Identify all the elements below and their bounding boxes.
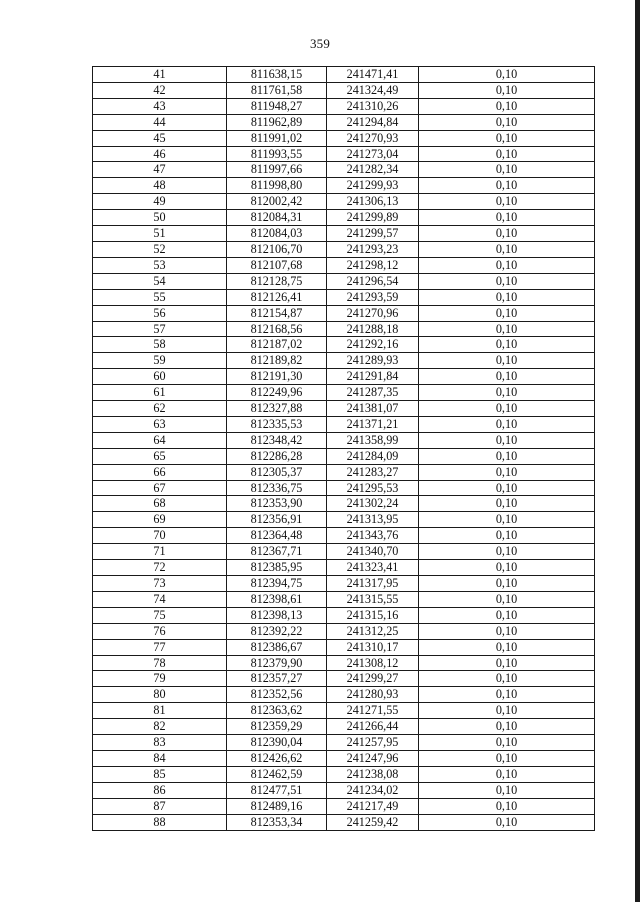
accuracy-cell: 0,10 bbox=[419, 448, 595, 464]
accuracy-cell: 0,10 bbox=[419, 210, 595, 226]
y-coordinate-cell: 241312,25 bbox=[327, 623, 419, 639]
x-coordinate-cell: 812128,75 bbox=[227, 273, 327, 289]
table-row bbox=[93, 162, 595, 178]
point-number-cell: 65 bbox=[93, 448, 227, 464]
accuracy-cell: 0,10 bbox=[419, 321, 595, 337]
point-number-cell: 69 bbox=[93, 512, 227, 528]
y-coordinate-cell: 241371,21 bbox=[327, 416, 419, 432]
x-coordinate-cell: 812357,27 bbox=[227, 671, 327, 687]
point-number-cell: 83 bbox=[93, 735, 227, 751]
table-row bbox=[93, 401, 595, 417]
coordinates-table bbox=[92, 66, 595, 831]
accuracy-cell: 0,10 bbox=[419, 719, 595, 735]
table-row bbox=[93, 289, 595, 305]
y-coordinate-cell: 241299,57 bbox=[327, 226, 419, 242]
table-row bbox=[93, 496, 595, 512]
point-number-cell: 52 bbox=[93, 241, 227, 257]
accuracy-cell: 0,10 bbox=[419, 512, 595, 528]
x-coordinate-cell: 812359,29 bbox=[227, 719, 327, 735]
x-coordinate-cell: 812002,42 bbox=[227, 194, 327, 210]
table-row bbox=[93, 576, 595, 592]
x-coordinate-cell: 812106,70 bbox=[227, 241, 327, 257]
accuracy-cell: 0,10 bbox=[419, 178, 595, 194]
table-row bbox=[93, 766, 595, 782]
point-number-cell: 86 bbox=[93, 782, 227, 798]
table-row bbox=[93, 241, 595, 257]
accuracy-cell: 0,10 bbox=[419, 401, 595, 417]
x-coordinate-cell: 811991,02 bbox=[227, 130, 327, 146]
y-coordinate-cell: 241294,84 bbox=[327, 114, 419, 130]
x-coordinate-cell: 812336,75 bbox=[227, 480, 327, 496]
table-row bbox=[93, 82, 595, 98]
y-coordinate-cell: 241234,02 bbox=[327, 782, 419, 798]
x-coordinate-cell: 812356,91 bbox=[227, 512, 327, 528]
x-coordinate-cell: 812394,75 bbox=[227, 576, 327, 592]
point-number-cell: 60 bbox=[93, 369, 227, 385]
accuracy-cell: 0,10 bbox=[419, 687, 595, 703]
x-coordinate-cell: 812168,56 bbox=[227, 321, 327, 337]
y-coordinate-cell: 241289,93 bbox=[327, 353, 419, 369]
x-coordinate-cell: 811997,66 bbox=[227, 162, 327, 178]
point-number-cell: 47 bbox=[93, 162, 227, 178]
y-coordinate-cell: 241295,53 bbox=[327, 480, 419, 496]
point-number-cell: 75 bbox=[93, 607, 227, 623]
accuracy-cell: 0,10 bbox=[419, 750, 595, 766]
point-number-cell: 81 bbox=[93, 703, 227, 719]
y-coordinate-cell: 241310,17 bbox=[327, 639, 419, 655]
y-coordinate-cell: 241358,99 bbox=[327, 432, 419, 448]
table-row bbox=[93, 782, 595, 798]
point-number-cell: 41 bbox=[93, 67, 227, 83]
accuracy-cell: 0,10 bbox=[419, 782, 595, 798]
table-row bbox=[93, 639, 595, 655]
accuracy-cell: 0,10 bbox=[419, 289, 595, 305]
x-coordinate-cell: 811638,15 bbox=[227, 67, 327, 83]
y-coordinate-cell: 241266,44 bbox=[327, 719, 419, 735]
x-coordinate-cell: 811962,89 bbox=[227, 114, 327, 130]
y-coordinate-cell: 241298,12 bbox=[327, 257, 419, 273]
point-number-cell: 82 bbox=[93, 719, 227, 735]
table-row bbox=[93, 305, 595, 321]
y-coordinate-cell: 241340,70 bbox=[327, 544, 419, 560]
y-coordinate-cell: 241315,55 bbox=[327, 591, 419, 607]
y-coordinate-cell: 241257,95 bbox=[327, 735, 419, 751]
accuracy-cell: 0,10 bbox=[419, 226, 595, 242]
x-coordinate-cell: 812462,59 bbox=[227, 766, 327, 782]
table-row bbox=[93, 432, 595, 448]
table-row bbox=[93, 735, 595, 751]
accuracy-cell: 0,10 bbox=[419, 353, 595, 369]
coordinates-table-body bbox=[93, 67, 595, 831]
table-row bbox=[93, 210, 595, 226]
x-coordinate-cell: 812367,71 bbox=[227, 544, 327, 560]
y-coordinate-cell: 241270,93 bbox=[327, 130, 419, 146]
y-coordinate-cell: 241293,23 bbox=[327, 241, 419, 257]
point-number-cell: 57 bbox=[93, 321, 227, 337]
x-coordinate-cell: 812187,02 bbox=[227, 337, 327, 353]
accuracy-cell: 0,10 bbox=[419, 416, 595, 432]
y-coordinate-cell: 241299,27 bbox=[327, 671, 419, 687]
table-row bbox=[93, 114, 595, 130]
accuracy-cell: 0,10 bbox=[419, 67, 595, 83]
table-row bbox=[93, 448, 595, 464]
x-coordinate-cell: 812363,62 bbox=[227, 703, 327, 719]
accuracy-cell: 0,10 bbox=[419, 623, 595, 639]
point-number-cell: 84 bbox=[93, 750, 227, 766]
accuracy-cell: 0,10 bbox=[419, 798, 595, 814]
table-row bbox=[93, 178, 595, 194]
y-coordinate-cell: 241299,93 bbox=[327, 178, 419, 194]
y-coordinate-cell: 241291,84 bbox=[327, 369, 419, 385]
x-coordinate-cell: 812249,96 bbox=[227, 385, 327, 401]
y-coordinate-cell: 241315,16 bbox=[327, 607, 419, 623]
point-number-cell: 88 bbox=[93, 814, 227, 830]
y-coordinate-cell: 241323,41 bbox=[327, 560, 419, 576]
table-row bbox=[93, 416, 595, 432]
accuracy-cell: 0,10 bbox=[419, 241, 595, 257]
point-number-cell: 73 bbox=[93, 576, 227, 592]
x-coordinate-cell: 812305,37 bbox=[227, 464, 327, 480]
point-number-cell: 63 bbox=[93, 416, 227, 432]
y-coordinate-cell: 241238,08 bbox=[327, 766, 419, 782]
x-coordinate-cell: 812327,88 bbox=[227, 401, 327, 417]
y-coordinate-cell: 241343,76 bbox=[327, 528, 419, 544]
table-row bbox=[93, 591, 595, 607]
table-row bbox=[93, 512, 595, 528]
y-coordinate-cell: 241282,34 bbox=[327, 162, 419, 178]
accuracy-cell: 0,10 bbox=[419, 591, 595, 607]
accuracy-cell: 0,10 bbox=[419, 194, 595, 210]
x-coordinate-cell: 812084,31 bbox=[227, 210, 327, 226]
accuracy-cell: 0,10 bbox=[419, 735, 595, 751]
table-row bbox=[93, 750, 595, 766]
x-coordinate-cell: 812189,82 bbox=[227, 353, 327, 369]
accuracy-cell: 0,10 bbox=[419, 385, 595, 401]
y-coordinate-cell: 241293,59 bbox=[327, 289, 419, 305]
accuracy-cell: 0,10 bbox=[419, 607, 595, 623]
point-number-cell: 77 bbox=[93, 639, 227, 655]
x-coordinate-cell: 812126,41 bbox=[227, 289, 327, 305]
x-coordinate-cell: 812286,28 bbox=[227, 448, 327, 464]
accuracy-cell: 0,10 bbox=[419, 671, 595, 687]
point-number-cell: 59 bbox=[93, 353, 227, 369]
y-coordinate-cell: 241273,04 bbox=[327, 146, 419, 162]
accuracy-cell: 0,10 bbox=[419, 766, 595, 782]
x-coordinate-cell: 812352,56 bbox=[227, 687, 327, 703]
point-number-cell: 79 bbox=[93, 671, 227, 687]
y-coordinate-cell: 241306,13 bbox=[327, 194, 419, 210]
point-number-cell: 76 bbox=[93, 623, 227, 639]
point-number-cell: 74 bbox=[93, 591, 227, 607]
table-row bbox=[93, 369, 595, 385]
table-row bbox=[93, 194, 595, 210]
x-coordinate-cell: 812084,03 bbox=[227, 226, 327, 242]
x-coordinate-cell: 812353,90 bbox=[227, 496, 327, 512]
y-coordinate-cell: 241308,12 bbox=[327, 655, 419, 671]
accuracy-cell: 0,10 bbox=[419, 162, 595, 178]
point-number-cell: 62 bbox=[93, 401, 227, 417]
y-coordinate-cell: 241283,27 bbox=[327, 464, 419, 480]
x-coordinate-cell: 812398,13 bbox=[227, 607, 327, 623]
x-coordinate-cell: 811948,27 bbox=[227, 98, 327, 114]
x-coordinate-cell: 812385,95 bbox=[227, 560, 327, 576]
x-coordinate-cell: 812477,51 bbox=[227, 782, 327, 798]
y-coordinate-cell: 241217,49 bbox=[327, 798, 419, 814]
point-number-cell: 80 bbox=[93, 687, 227, 703]
y-coordinate-cell: 241270,96 bbox=[327, 305, 419, 321]
table-row bbox=[93, 130, 595, 146]
accuracy-cell: 0,10 bbox=[419, 639, 595, 655]
point-number-cell: 66 bbox=[93, 464, 227, 480]
table-row bbox=[93, 464, 595, 480]
table-row bbox=[93, 257, 595, 273]
table-row bbox=[93, 385, 595, 401]
point-number-cell: 72 bbox=[93, 560, 227, 576]
point-number-cell: 64 bbox=[93, 432, 227, 448]
accuracy-cell: 0,10 bbox=[419, 432, 595, 448]
accuracy-cell: 0,10 bbox=[419, 305, 595, 321]
table-row bbox=[93, 719, 595, 735]
accuracy-cell: 0,10 bbox=[419, 464, 595, 480]
accuracy-cell: 0,10 bbox=[419, 496, 595, 512]
point-number-cell: 53 bbox=[93, 257, 227, 273]
y-coordinate-cell: 241296,54 bbox=[327, 273, 419, 289]
point-number-cell: 87 bbox=[93, 798, 227, 814]
y-coordinate-cell: 241284,09 bbox=[327, 448, 419, 464]
point-number-cell: 54 bbox=[93, 273, 227, 289]
point-number-cell: 85 bbox=[93, 766, 227, 782]
x-coordinate-cell: 812154,87 bbox=[227, 305, 327, 321]
x-coordinate-cell: 812426,62 bbox=[227, 750, 327, 766]
table-row bbox=[93, 321, 595, 337]
point-number-cell: 71 bbox=[93, 544, 227, 560]
y-coordinate-cell: 241317,95 bbox=[327, 576, 419, 592]
x-coordinate-cell: 812398,61 bbox=[227, 591, 327, 607]
accuracy-cell: 0,10 bbox=[419, 703, 595, 719]
accuracy-cell: 0,10 bbox=[419, 814, 595, 830]
table-row bbox=[93, 67, 595, 83]
accuracy-cell: 0,10 bbox=[419, 82, 595, 98]
point-number-cell: 61 bbox=[93, 385, 227, 401]
table-row bbox=[93, 146, 595, 162]
point-number-cell: 44 bbox=[93, 114, 227, 130]
y-coordinate-cell: 241310,26 bbox=[327, 98, 419, 114]
y-coordinate-cell: 241271,55 bbox=[327, 703, 419, 719]
point-number-cell: 58 bbox=[93, 337, 227, 353]
accuracy-cell: 0,10 bbox=[419, 528, 595, 544]
table-row bbox=[93, 544, 595, 560]
point-number-cell: 67 bbox=[93, 480, 227, 496]
y-coordinate-cell: 241299,89 bbox=[327, 210, 419, 226]
table-row bbox=[93, 814, 595, 830]
accuracy-cell: 0,10 bbox=[419, 337, 595, 353]
point-number-cell: 78 bbox=[93, 655, 227, 671]
x-coordinate-cell: 812489,16 bbox=[227, 798, 327, 814]
x-coordinate-cell: 812364,48 bbox=[227, 528, 327, 544]
scan-edge bbox=[635, 0, 640, 902]
y-coordinate-cell: 241280,93 bbox=[327, 687, 419, 703]
y-coordinate-cell: 241471,41 bbox=[327, 67, 419, 83]
point-number-cell: 43 bbox=[93, 98, 227, 114]
x-coordinate-cell: 812348,42 bbox=[227, 432, 327, 448]
table-row bbox=[93, 337, 595, 353]
x-coordinate-cell: 811993,55 bbox=[227, 146, 327, 162]
table-row bbox=[93, 226, 595, 242]
accuracy-cell: 0,10 bbox=[419, 369, 595, 385]
table-row bbox=[93, 687, 595, 703]
page-number: 359 bbox=[309, 36, 331, 51]
y-coordinate-cell: 241259,42 bbox=[327, 814, 419, 830]
table-row bbox=[93, 703, 595, 719]
accuracy-cell: 0,10 bbox=[419, 544, 595, 560]
table-row bbox=[93, 528, 595, 544]
accuracy-cell: 0,10 bbox=[419, 98, 595, 114]
accuracy-cell: 0,10 bbox=[419, 273, 595, 289]
y-coordinate-cell: 241247,96 bbox=[327, 750, 419, 766]
table-row bbox=[93, 98, 595, 114]
point-number-cell: 48 bbox=[93, 178, 227, 194]
point-number-cell: 56 bbox=[93, 305, 227, 321]
point-number-cell: 55 bbox=[93, 289, 227, 305]
y-coordinate-cell: 241324,49 bbox=[327, 82, 419, 98]
x-coordinate-cell: 812392,22 bbox=[227, 623, 327, 639]
y-coordinate-cell: 241292,16 bbox=[327, 337, 419, 353]
x-coordinate-cell: 811761,58 bbox=[227, 82, 327, 98]
point-number-cell: 68 bbox=[93, 496, 227, 512]
x-coordinate-cell: 812335,53 bbox=[227, 416, 327, 432]
point-number-cell: 51 bbox=[93, 226, 227, 242]
accuracy-cell: 0,10 bbox=[419, 655, 595, 671]
accuracy-cell: 0,10 bbox=[419, 480, 595, 496]
x-coordinate-cell: 811998,80 bbox=[227, 178, 327, 194]
accuracy-cell: 0,10 bbox=[419, 560, 595, 576]
table-row bbox=[93, 655, 595, 671]
x-coordinate-cell: 812379,90 bbox=[227, 655, 327, 671]
table-row bbox=[93, 273, 595, 289]
table-row bbox=[93, 353, 595, 369]
accuracy-cell: 0,10 bbox=[419, 146, 595, 162]
table-row bbox=[93, 798, 595, 814]
x-coordinate-cell: 812191,30 bbox=[227, 369, 327, 385]
x-coordinate-cell: 812107,68 bbox=[227, 257, 327, 273]
x-coordinate-cell: 812386,67 bbox=[227, 639, 327, 655]
y-coordinate-cell: 241302,24 bbox=[327, 496, 419, 512]
y-coordinate-cell: 241288,18 bbox=[327, 321, 419, 337]
table-row bbox=[93, 623, 595, 639]
accuracy-cell: 0,10 bbox=[419, 576, 595, 592]
accuracy-cell: 0,10 bbox=[419, 257, 595, 273]
point-number-cell: 70 bbox=[93, 528, 227, 544]
x-coordinate-cell: 812390,04 bbox=[227, 735, 327, 751]
point-number-cell: 46 bbox=[93, 146, 227, 162]
y-coordinate-cell: 241287,35 bbox=[327, 385, 419, 401]
accuracy-cell: 0,10 bbox=[419, 114, 595, 130]
y-coordinate-cell: 241313,95 bbox=[327, 512, 419, 528]
point-number-cell: 42 bbox=[93, 82, 227, 98]
table-row bbox=[93, 480, 595, 496]
point-number-cell: 49 bbox=[93, 194, 227, 210]
y-coordinate-cell: 241381,07 bbox=[327, 401, 419, 417]
table-row bbox=[93, 560, 595, 576]
point-number-cell: 50 bbox=[93, 210, 227, 226]
accuracy-cell: 0,10 bbox=[419, 130, 595, 146]
x-coordinate-cell: 812353,34 bbox=[227, 814, 327, 830]
point-number-cell: 45 bbox=[93, 130, 227, 146]
table-row bbox=[93, 607, 595, 623]
table-row bbox=[93, 671, 595, 687]
